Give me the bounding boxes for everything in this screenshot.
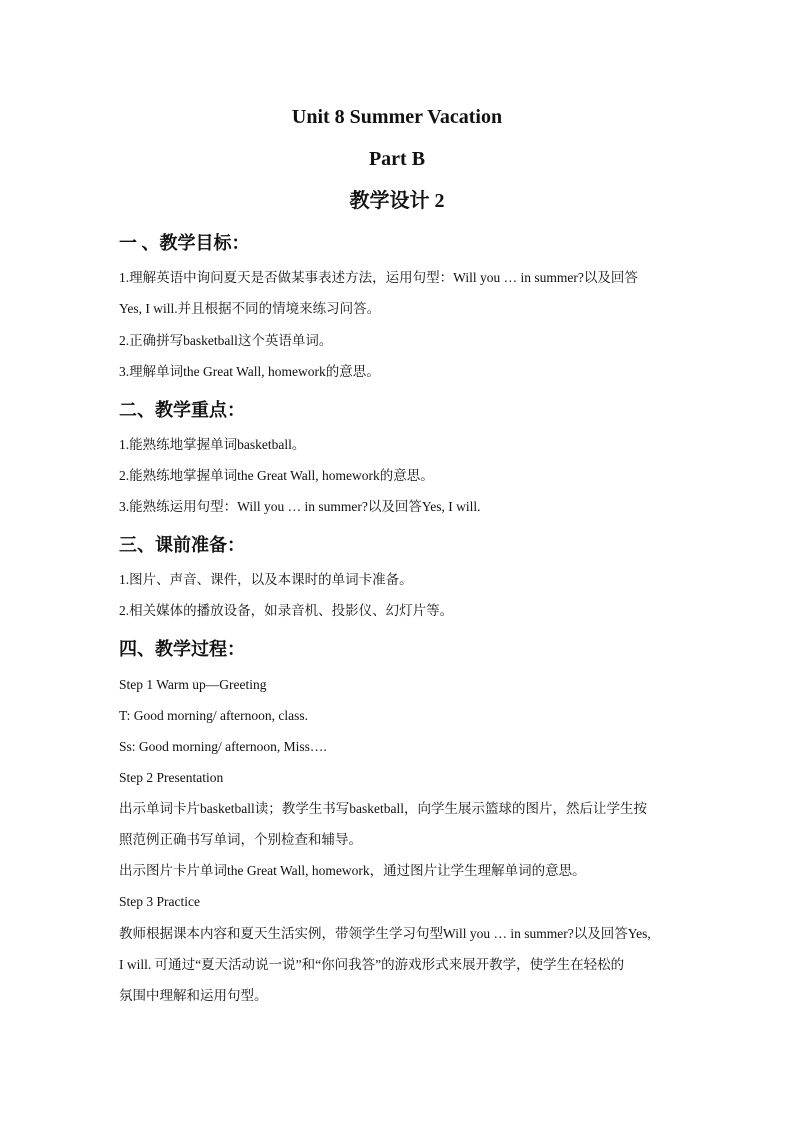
process-line: T: Good morning/ afternoon, class. (119, 708, 309, 723)
process-line: 教师根据课本内容和夏天生活实例，带领学生学习句型Will you … in summer?以及回答Yes, (119, 926, 651, 941)
objectives-line: 2.正确拼写basketball这个英语单词。 (119, 333, 333, 348)
document-subtitle: Part B (368, 148, 426, 170)
section-heading-key-points: 二、教学重点： (119, 400, 245, 420)
section-heading-objectives: 一 、教学目标： (119, 233, 250, 253)
process-line: 出示单词卡片basketball读；教学生书写basketball，向学生展示篮球的图片，然后让学生按 (119, 801, 647, 816)
process-line: Step 1 Warm up—Greeting (119, 677, 267, 692)
objectives-line: 1.理解英语中询问夏天是否做某事表述方法，运用句型：Will you … in summer?以及回答 (119, 270, 638, 285)
process-line: Step 3 Practice (119, 894, 200, 909)
key-points-line: 1.能熟练地掌握单词basketball。 (119, 437, 306, 452)
process-line: I will. 可通过“夏天活动说一说”和“你问我答”的游戏形式来展开教学，使学生在轻松的 (119, 957, 625, 972)
process-line: Step 2 Presentation (119, 770, 224, 785)
objectives-line: 3.理解单词the Great Wall, homework的意思。 (119, 364, 380, 379)
document-title: Unit 8 Summer Vacation (291, 106, 503, 128)
document-design-label: 教学设计 2 (349, 190, 445, 212)
key-points-line: 2.能熟练地掌握单词the Great Wall, homework的意思。 (119, 468, 434, 483)
key-points-line: 3.能熟练运用句型：Will you … in summer?以及回答Yes, I will. (119, 499, 481, 514)
objectives-line: Yes, I will.并且根据不同的情境来练习问答。 (119, 301, 381, 316)
section-heading-preparation: 三、课前准备： (119, 535, 245, 555)
section-heading-process: 四、教学过程： (119, 639, 245, 659)
preparation-line: 2.相关媒体的播放设备，如录音机、投影仪、幻灯片等。 (119, 603, 454, 618)
preparation-line: 1.图片、声音、课件，以及本课时的单词卡准备。 (119, 572, 413, 587)
process-line: 照范例正确书写单词，个别检查和辅导。 (119, 832, 362, 847)
process-line: Ss: Good morning/ afternoon, Miss…. (119, 739, 327, 754)
process-line: 氛围中理解和运用句型。 (119, 988, 268, 1003)
process-line: 出示图片卡片单词the Great Wall, homework，通过图片让学生理解单词的意思。 (119, 863, 586, 878)
